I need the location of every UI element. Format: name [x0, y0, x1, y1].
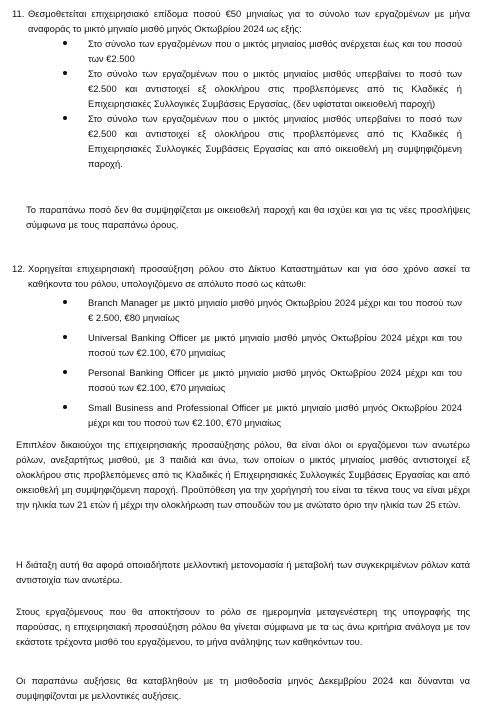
paragraph-new-role-holders: Στους εργαζόμενους που θα αποκτήσουν το ρόλο σε ημερομηνία μεταγενέστερη της υπογραφής της παρούσας, η επιχειρησιακή προσαύξηση ρόλου θα γίνεται σύμφωνα με τα ως άνω κριτήρια ανάλογα με τον εκάστοτε τρέχοντα μισθό του εργαζόμενου, το μήνα ανάληψης των καθηκόντων του. — [16, 606, 470, 647]
bullet-icon — [63, 116, 67, 120]
bullet-icon — [63, 41, 67, 45]
clause-11-note: Το παραπάνω ποσό δεν θα συμψηφίζεται με οικειοθελή παροχή και θα ισχύει και για τις νέες προσλήψεις σύμφωνα με τους παραπάνω όρους. — [26, 204, 470, 230]
bullet-icon — [63, 405, 67, 409]
clause-number: 12. — [12, 263, 26, 274]
bullet-icon — [63, 300, 67, 304]
list-item: Small Business and Professional Officer με μικτό μηνιαίο μισθό μηνός Οκτωβρίου 2024 μέχρι και του ποσού των €2.100, €70 μηνιαίως — [12, 400, 478, 430]
list-item: Στο σύνολο των εργαζομένων που ο μικτός μηνιαίος μισθός υπερβαίνει το ποσό των €2.500 και αντιστοιχεί εξ ολοκλήρου στις προβλεπόμενες από τις Κλαδικές ή Επιχειρησιακές Συλλογικές Συμβάσεις Εργασίας, (δεν υφίσταται οικειοθελή παροχή) — [12, 66, 478, 111]
list-item: Universal Banking Officer με μικτό μηνιαίο μισθό μηνός Οκτωβρίου 2024 μέχρι και του ποσού των €2.100, €70 μηνιαίως — [12, 330, 478, 360]
list-item: Personal Banking Officer με μικτό μηνιαίο μισθό μηνός Οκτωβρίου 2024 μέχρι και του ποσού των €2.100, €70 μηνιαίως — [12, 365, 478, 395]
list-item: Στο σύνολο των εργαζομένων που ο μικτός μηνιαίος μισθός ανέρχεται έως και του ποσού των €2.500 — [12, 36, 478, 66]
bullet-icon — [63, 71, 67, 75]
clause-11-bullet-list — [12, 36, 478, 171]
bullet-icon — [63, 335, 67, 339]
paragraph-additional-beneficiaries: Επιπλέον δικαιούχοι της επιχειρησιακής προσαύξησης ρόλου, θα είναι όλοι οι εργαζόμενοι των ανωτέρω ρόλων, ανεξαρτήτως μισθού, με 3 παιδιά και άνω, των οποίων ο μικτός μηνιαίος μισθός αντιστοιχεί εξ ολοκλήρου στις προβλεπόμενες από τις Κλαδικές ή Επιχειρησιακές Συλλογικές Συμβάσεις Εργασίας και από οικειοθελή μη συμψηφιζόμενη παροχή. Προϋπόθεση για την χορήγησή του είναι τα τέκνα τους να είναι μέχρι την ηλικία των 21 ετών ή μέχρι την ολοκλήρωση των σπουδών του με ανώτατο όριο την ηλικία των 25 ετών. — [16, 439, 470, 510]
list-item: Branch Manager με μικτό μηνιαίο μισθό μηνός Οκτωβρίου 2024 μέχρι και του ποσού των € 2.500, €80 μηνιαίως — [12, 295, 478, 325]
clause-number: 11. — [12, 8, 25, 19]
clause-lead-text: Θεσμοθετείται επιχειρησιακό επίδομα ποσού €50 μηνιαίως για το σύνολο των εργαζομένων με μήνα αναφοράς το μικτό μηνιαίο μισθό μηνός Οκτωβρίου 2024 ως εξής: — [28, 8, 470, 34]
clause-12 — [12, 261, 478, 430]
bullet-icon — [63, 370, 67, 374]
clause-lead-text: Χορηγείται επιχειρησιακή προσαύξηση ρόλου στο Δίκτυο Καταστημάτων και για όσο χρόνο ασκεί τα καθήκοντα του ρόλου, υπολογιζόμενο σε απόλυτο ποσό ως κάτωθι: — [28, 263, 470, 289]
clause-11 — [12, 6, 478, 171]
paragraph-role-renaming: Η διάταξη αυτή θα αφορά οποιαδήποτε μελλοντική μετονομασία ή μεταβολή των συγκεκριμένων ρόλων κατά αντιστοιχία των ανωτέρω. — [16, 559, 470, 585]
clause-12-bullet-list — [12, 295, 478, 430]
paragraph-payment-timing: Οι παραπάνω αυξήσεις θα καταβληθούν με τη μισθοδοσία μηνός Δεκεμβρίου 2024 και δύνανται να συμψηφίζονται με μελλοντικές αυξήσεις. — [16, 675, 470, 701]
list-item: Στο σύνολο των εργαζομένων που ο μικτός μηνιαίος μισθός υπερβαίνει το ποσό των €2.500 και αντιστοιχεί εξ ολοκλήρου στις προβλεπόμενες από τις Κλαδικές ή Επιχειρησιακές Συλλογικές Συμβάσεις Εργασίας και από οικειοθελή μη συμψηφιζόμενη παροχή. — [12, 111, 478, 171]
